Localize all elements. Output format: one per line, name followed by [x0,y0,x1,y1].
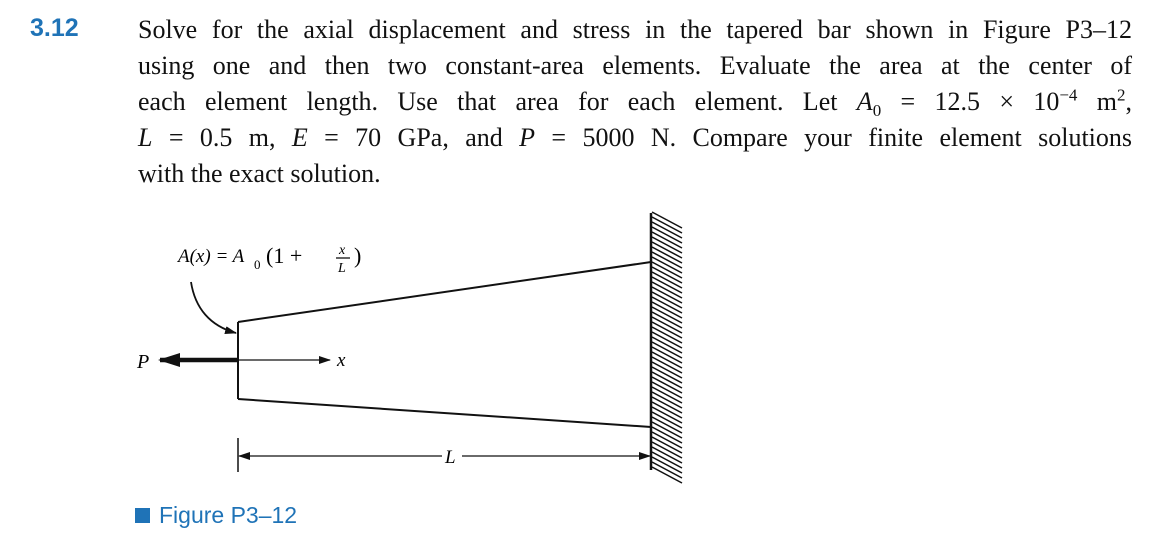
area-formula-numerator: x [339,243,346,258]
figure-caption [135,502,297,529]
problem-line-4: L = 0.5 m, E = 70 GPa, and P = 5000 N. Compare your finite element solutions [138,123,1133,152]
x-axis-label: x [337,350,346,371]
fixed-wall [651,212,682,483]
load-label: P [137,351,150,373]
area-formula [176,243,361,276]
problem-line-2: using one and then two constant-area elements. Evaluate the area at the center of [138,51,1132,80]
area-formula-subscript: 0 [254,257,261,272]
problem-line-1: Solve for the axial displacement and stress in the tapered bar shown in Figure P3–12 [138,15,1132,44]
area-formula-denominator: L [338,261,346,276]
tapered-bar [238,262,651,427]
problem-number: 3.12 [30,14,79,42]
area-formula-open: (1 + [266,243,303,268]
area-formula-lhs: A(x) = A [178,246,245,267]
caption-text: Figure P3–12 [159,502,298,528]
problem-line-5: with the exact solution. [138,159,381,188]
x-axis [238,350,346,371]
load-arrow [136,351,238,373]
length-label: L [445,447,456,468]
problem-line-3: each element length. Use that area for each element. Let $A_0 = 12.5 \times 10^{-4}$ $m^2$, [138,85,1132,121]
caption-square-icon [135,508,150,523]
length-dimension [238,438,650,472]
area-leader-arrow [191,282,236,333]
area-formula-close: ) [354,243,362,268]
